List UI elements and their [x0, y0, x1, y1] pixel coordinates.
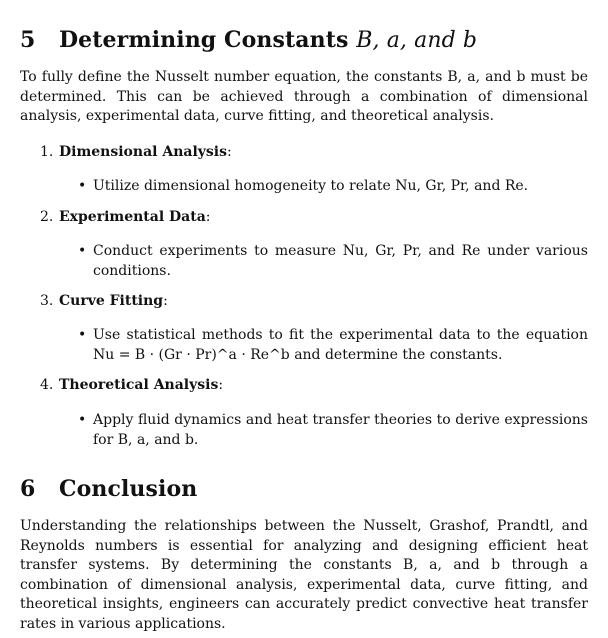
bullet-curve-fitting [78, 326, 588, 365]
section-6-number: 6 [20, 476, 36, 502]
list-item-number: 4. [40, 377, 54, 393]
bullet-dimensional-analysis [78, 177, 588, 197]
bullet-dot-icon: • [78, 412, 87, 428]
list-item-title: Theoretical Analysis [59, 377, 219, 393]
list-item-curve-fitting: 3. Curve Fitting: [40, 293, 168, 309]
list-item-dimensional-analysis: 1. Dimensional Analysis: [40, 144, 232, 160]
section-5-intro: To fully define the Nusselt number equation, the constants B, a, and b must be determined. This can be achieved through a combination of dimensional analysis, experimental data, curve fitting, and theoretical analysis. [20, 69, 588, 124]
bullet-theoretical-analysis [78, 411, 588, 450]
bullet-dot-icon: • [78, 243, 87, 259]
bullet-dot-icon: • [78, 327, 87, 343]
list-item-title: Experimental Data [59, 209, 206, 225]
section-5-number: 5 [20, 27, 36, 53]
bullet-text: Use statistical methods to fit the experimental data to the equation Nu = B · (Gr · Pr)^a · Re^b and determine the constants. [93, 327, 588, 363]
bullet-experimental-data [78, 242, 588, 281]
list-item-theoretical-analysis: 4. Theoretical Analysis: [40, 377, 224, 393]
section-6-body: Understanding the relationships between the Nusselt, Grashof, Prandtl, and Reynolds numbers is essential for analyzing and designing efficient heat transfer systems. By determining the constants B, a, and b through a combination of dimensional analysis, experimental data, curve fitting, and theoretical insights, engineers can accurately predict convective heat transfer rates in various applications. [20, 518, 588, 632]
section-5-heading [20, 27, 477, 53]
bullet-dot-icon: • [78, 178, 87, 194]
bullet-text: Conduct experiments to measure Nu, Gr, Pr, and Re under various conditions. [93, 243, 588, 279]
list-item-experimental-data: 2. Experimental Data: [40, 209, 211, 225]
bullet-text: Utilize dimensional homogeneity to relate Nu, Gr, Pr, and Re. [93, 178, 529, 194]
section-6-title: Conclusion [59, 476, 198, 502]
section-5-title-text: Determining Constants [59, 27, 349, 53]
list-item-number: 3. [40, 293, 54, 309]
section-5-title-vars: B, a, and b [356, 28, 478, 53]
bullet-text: Apply fluid dynamics and heat transfer theories to derive expressions for B, a, and b. [93, 412, 588, 448]
section-6-heading [20, 476, 197, 502]
list-item-number: 2. [40, 209, 54, 225]
list-item-title: Dimensional Analysis [59, 144, 227, 160]
list-item-title: Curve Fitting [59, 293, 164, 309]
list-item-number: 1. [40, 144, 54, 160]
